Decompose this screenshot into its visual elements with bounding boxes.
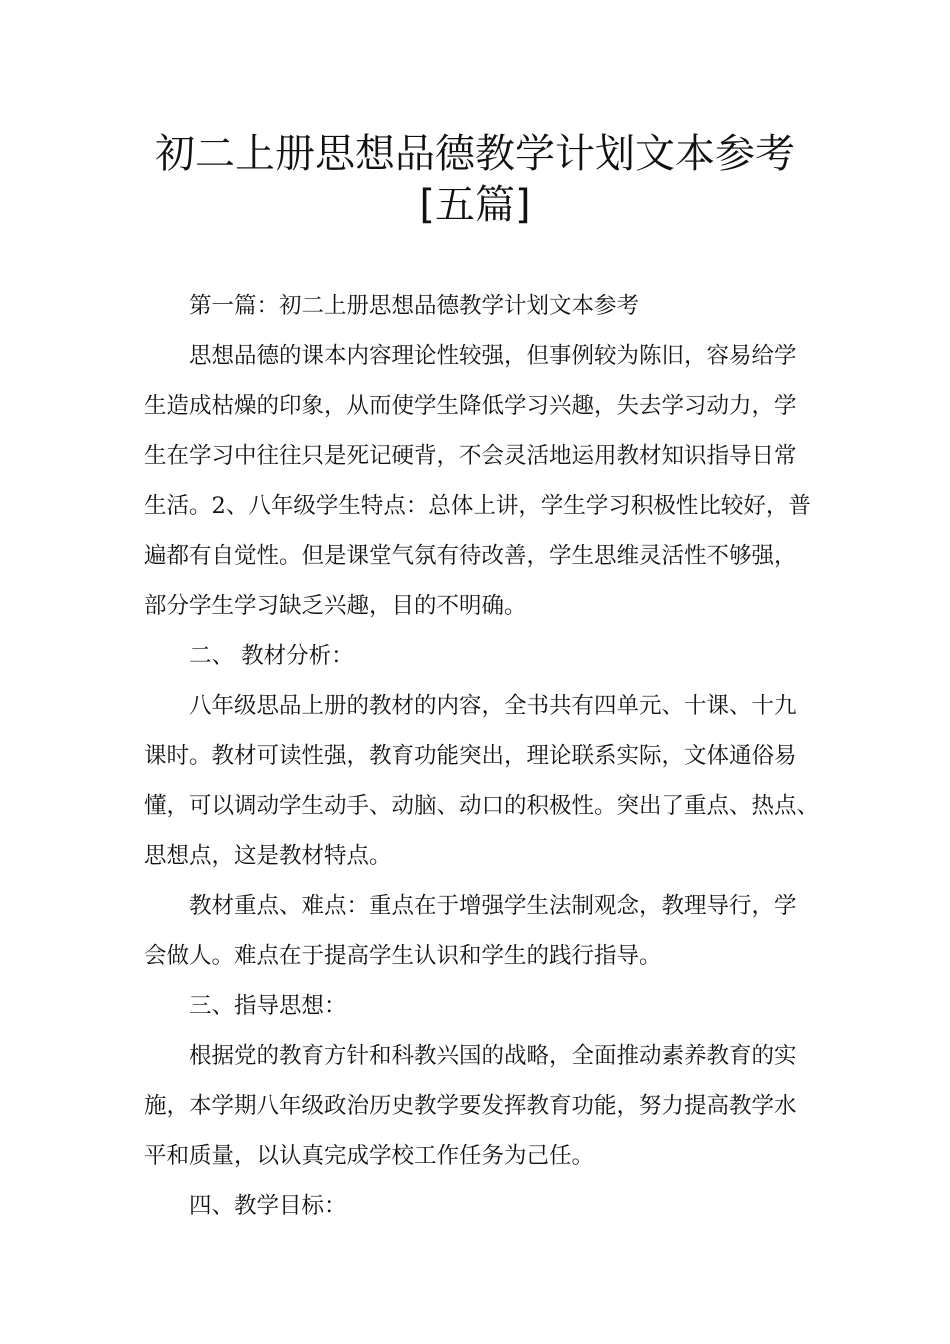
paragraph: [144, 281, 824, 331]
paragraph-line: 生在学习中往往只是死记硬背，不会灵活地运用教材知识指导日常: [144, 443, 797, 469]
paragraph-line: 遍都有自觉性。但是课堂气氛有待改善，学生思维灵活性不够强，: [144, 543, 797, 569]
paragraph-line: 施，本学期八年级政治历史教学要发挥教育功能，努力提高教学水: [144, 1093, 797, 1119]
paragraph-line: 二、 教材分析：: [189, 643, 354, 669]
paragraph-line: 生活。2、八年级学生特点：总体上讲，学生学习积极性比较好，普: [144, 493, 811, 519]
paragraph: [144, 881, 824, 981]
paragraph-line: 课时。教材可读性强，教育功能突出，理论联系实际，文体通俗易: [144, 743, 797, 769]
paragraph: [144, 1031, 824, 1181]
paragraph: [144, 631, 824, 681]
paragraph-line: 第一篇：初二上册思想品德教学计划文本参考: [189, 293, 640, 319]
paragraph-line: 部分学生学习缺乏兴趣，目的不明确。: [144, 593, 527, 619]
paragraph-line: 懂，可以调动学生动手、动脑、动口的积极性。突出了重点、热点、: [144, 793, 820, 819]
paragraph-line: 生造成枯燥的印象，从而使学生降低学习兴趣，失去学习动力，学: [144, 393, 797, 419]
paragraph-line: 根据党的教育方针和科教兴国的战略，全面推动素养教育的实: [189, 1043, 797, 1069]
paragraph-line: 四、教学目标：: [189, 1193, 347, 1219]
paragraph-line: 教材重点、难点：重点在于增强学生法制观念，教理导行，学: [189, 893, 797, 919]
paragraph-line: 八年级思品上册的教材的内容，全书共有四单元、十课、十九: [189, 693, 797, 719]
paragraph-line: 思想点，这是教材特点。: [144, 843, 392, 869]
paragraph: [144, 1181, 824, 1231]
paragraph: [144, 331, 824, 631]
paragraph: [144, 981, 824, 1031]
document-body: [144, 281, 824, 1231]
paragraph: [144, 681, 824, 881]
document-title-suffix: [五篇]: [419, 182, 531, 228]
paragraph-line: 平和质量，以认真完成学校工作任务为己任。: [144, 1143, 595, 1169]
document-title: 初二上册思想品德教学计划文本参考: [155, 131, 795, 177]
paragraph-line: 思想品德的课本内容理论性较强，但事例较为陈旧，容易给学: [189, 343, 797, 369]
paragraph-line: 三、指导思想：: [189, 993, 347, 1019]
paragraph-line: 会做人。难点在于提高学生认识和学生的践行指导。: [144, 943, 662, 969]
